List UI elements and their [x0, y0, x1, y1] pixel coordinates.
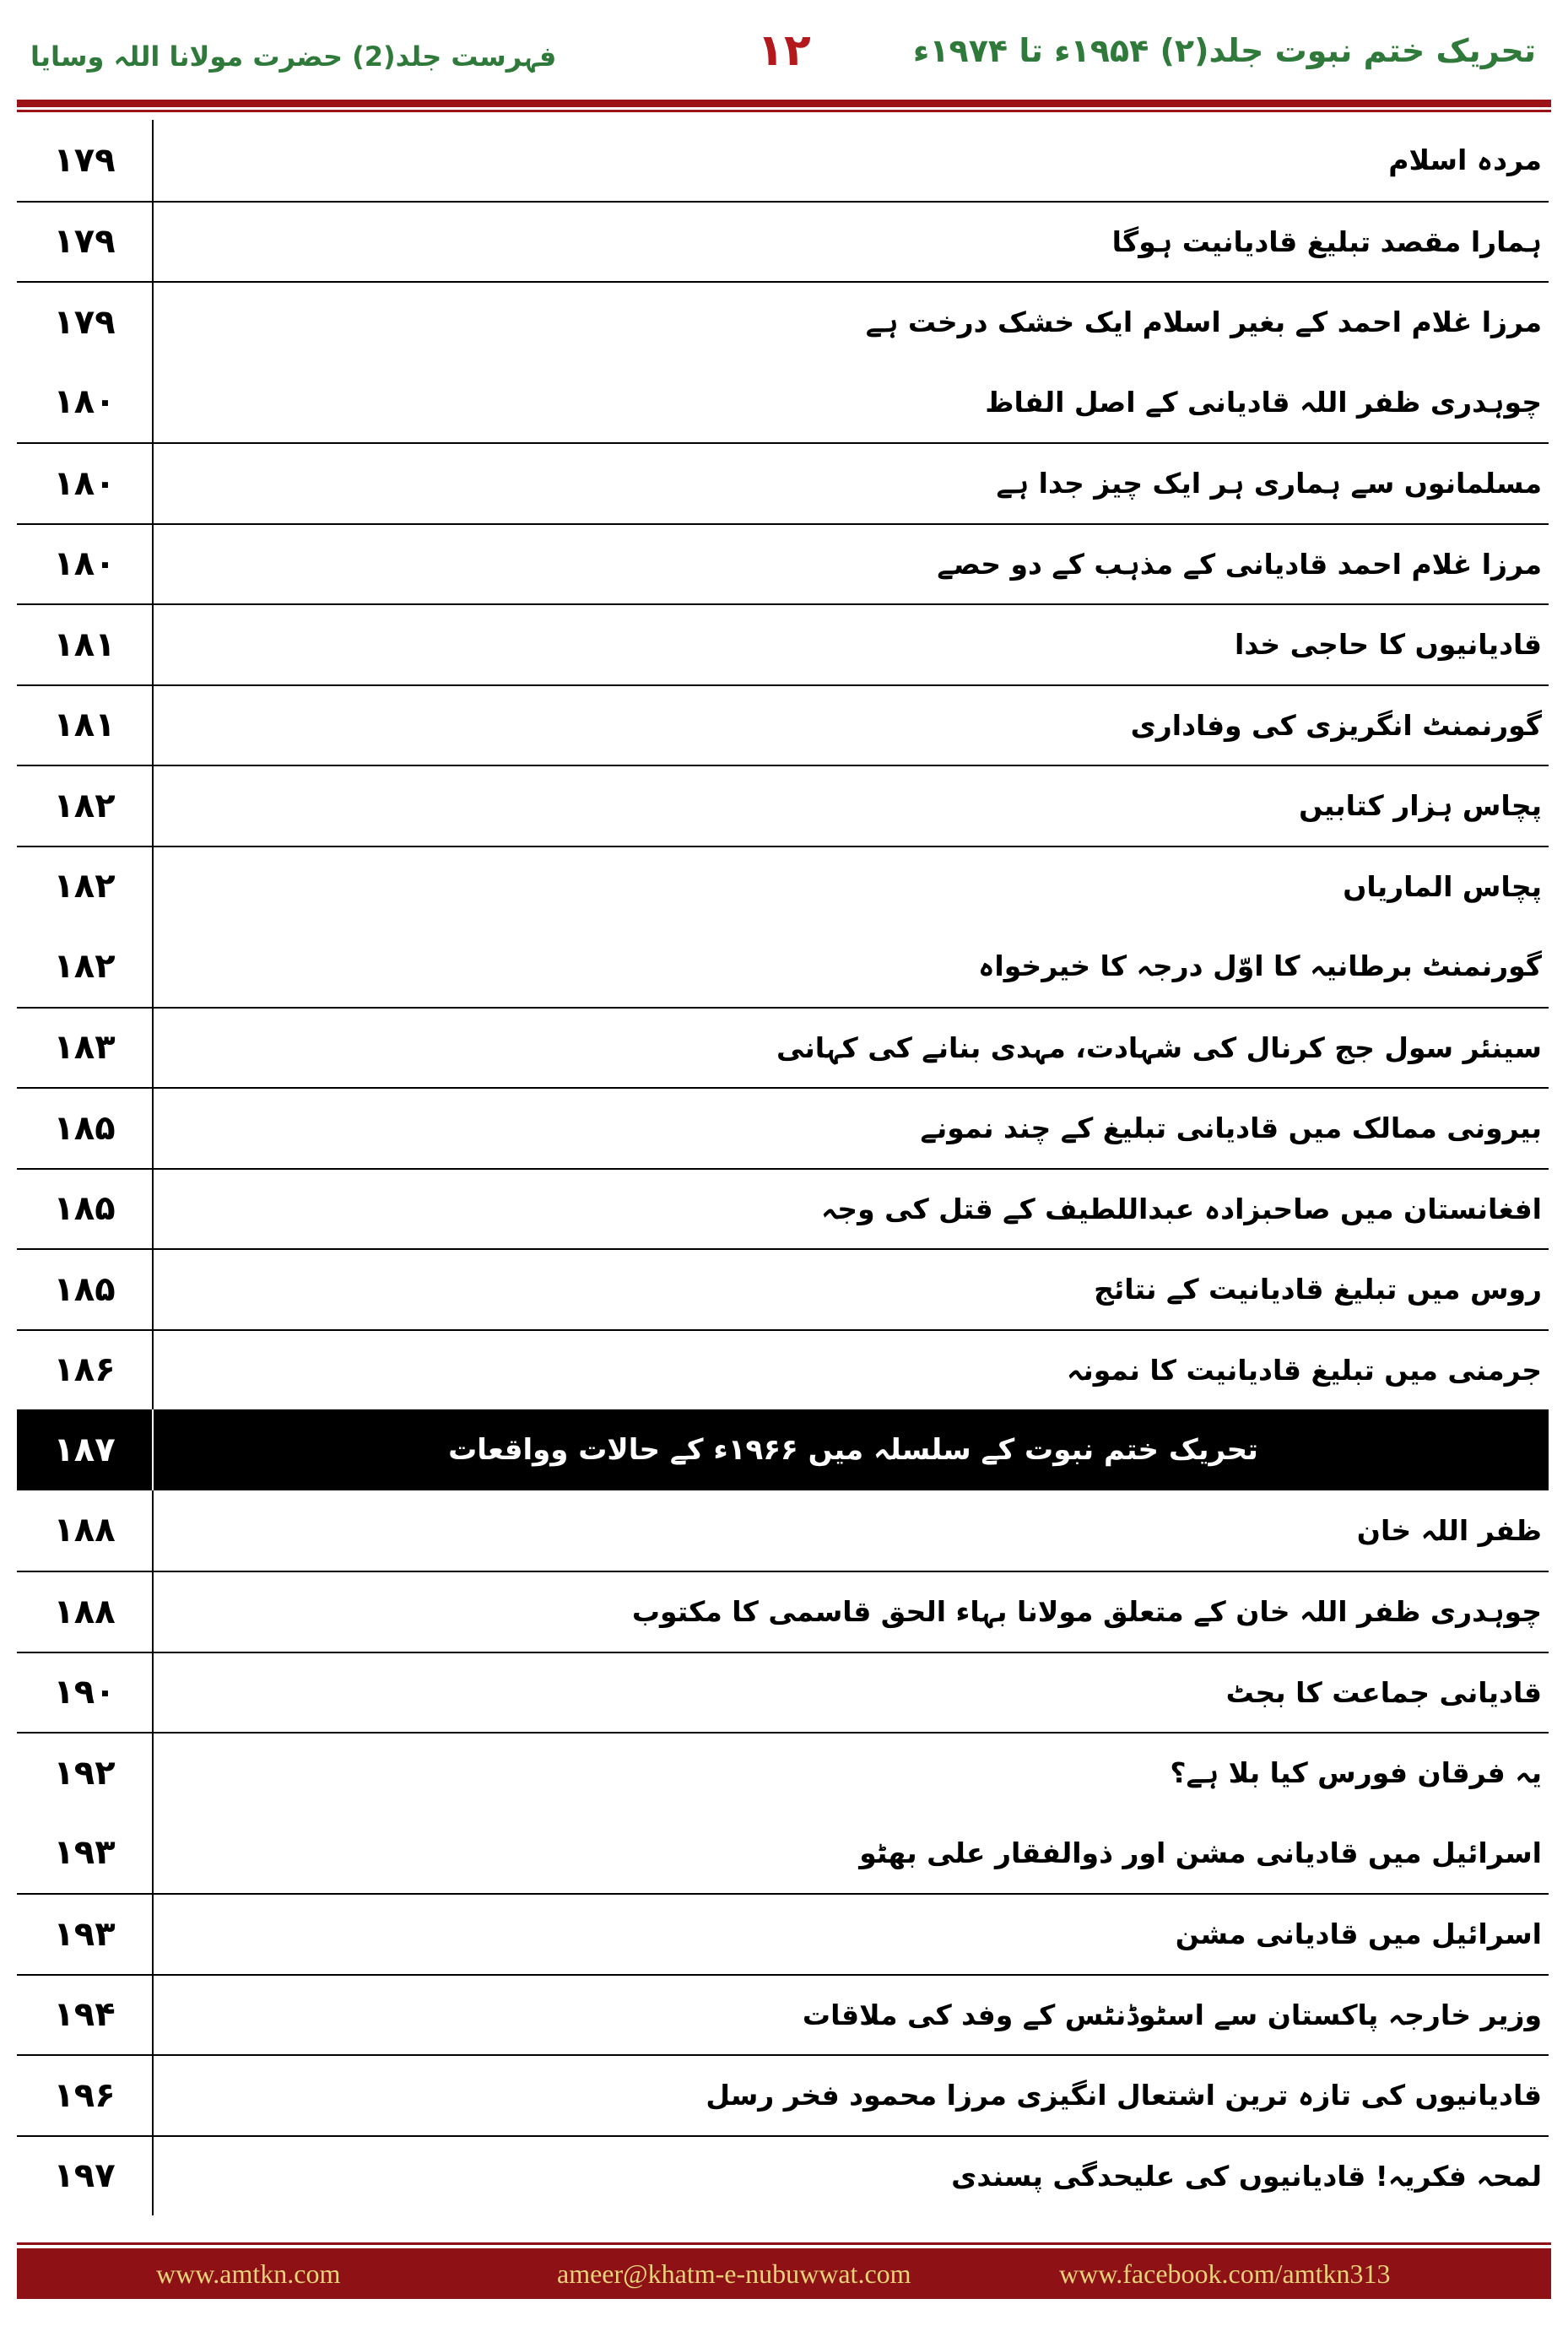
- toc-page-number: ۱۷۹: [53, 140, 116, 180]
- toc-row: [17, 926, 1549, 1007]
- toc-page-number: ۱۸۸: [53, 1511, 116, 1550]
- toc-row: [17, 1571, 1549, 1652]
- toc-row: [17, 1248, 1549, 1329]
- toc-title: افغانستان میں صاحبزادہ عبداللطیف کے قتل کی وجہ: [820, 1192, 1542, 1225]
- toc-title: لمحہ فکریہ! قادیانیوں کی علیحدگی پسندی: [951, 2159, 1542, 2193]
- toc-page-number: ۱۸۸: [53, 1592, 116, 1631]
- website-link[interactable]: www.amtkn.com: [156, 2258, 341, 2289]
- toc-row: [17, 1652, 1549, 1733]
- toc-row: [17, 120, 1549, 201]
- toc-page-number: ۱۸۲: [53, 946, 116, 986]
- toc-title: جرمنی میں تبلیغ قادیانیت کا نمونہ: [1066, 1353, 1542, 1387]
- toc-row: [17, 1087, 1549, 1168]
- toc-page-number: ۱۸۵: [53, 1269, 116, 1309]
- toc-page-number: ۱۸۲: [53, 786, 116, 825]
- section-title: فہرست جلد(2) حضرت مولانا اللہ وسایا: [30, 41, 557, 73]
- book-title: تحریک ختم نبوت جلد(۲) ۱۹۵۴ء تا ۱۹۷۴ء: [912, 32, 1536, 69]
- footer-rule: [17, 2242, 1551, 2245]
- toc-title: مسلمانوں سے ہماری ہر ایک چیز جدا ہے: [996, 467, 1542, 500]
- toc-row: [17, 1007, 1549, 1088]
- toc-row: [17, 1732, 1549, 1813]
- toc-row: [17, 281, 1549, 362]
- toc-row: [17, 2135, 1549, 2216]
- toc-page-number: ۱۹۴: [53, 1995, 116, 2035]
- toc-title: پچاس ہزار کتابیں: [1299, 789, 1542, 823]
- toc-page-number: ۱۸۰: [53, 544, 116, 584]
- toc-title: بیرونی ممالک میں قادیانی تبلیغ کے چند نمونے: [920, 1112, 1542, 1145]
- toc-row: [17, 1168, 1549, 1249]
- toc-page-number: ۱۸۱: [53, 706, 116, 745]
- toc-title: قادیانیوں کا حاجی خدا: [1235, 628, 1542, 662]
- page-header: [0, 0, 1568, 101]
- toc-section-heading-row: [17, 1409, 1549, 1490]
- toc-title: ظفر اللہ خان: [1356, 1513, 1542, 1547]
- toc-row: [17, 201, 1549, 282]
- toc-page-number: ۱۸۲: [53, 867, 116, 906]
- toc-title: قادیانیوں کی تازہ ترین اشتعال انگیزی مرزا محمود فخر رسل: [706, 2079, 1542, 2112]
- toc-row: [17, 442, 1549, 523]
- toc-row: [17, 362, 1549, 443]
- toc-page-number: ۱۹۰: [53, 1673, 116, 1712]
- toc-title: چوہدری ظفر اللہ قادیانی کے اصل الفاظ: [985, 385, 1542, 419]
- toc-title: اسرائیل میں قادیانی مشن اور ذوالفقار علی بھٹو: [859, 1836, 1542, 1869]
- toc-page-number: ۱۸۰: [53, 463, 116, 503]
- toc-section-heading: تحریک ختم نبوت کے سلسلہ میں ۱۹۶۶ء کے حالات وواقعات: [448, 1433, 1258, 1468]
- toc-page-number: ۱۹۶: [53, 2075, 116, 2115]
- toc-title: مرزا غلام احمد کے بغیر اسلام ایک خشک درخت ہے: [865, 306, 1542, 339]
- toc-page-number: ۱۹۷: [53, 2156, 116, 2196]
- toc-title: ہمارا مقصد تبلیغ قادیانیت ہوگا: [1111, 224, 1542, 258]
- toc-row: [17, 603, 1549, 684]
- toc-row: [17, 1329, 1549, 1410]
- toc-page-number: ۱۹۲: [53, 1753, 116, 1793]
- toc-title: گورنمنٹ انگریزی کی وفاداری: [1130, 708, 1542, 742]
- toc-page-number: ۱۸۵: [53, 1189, 116, 1229]
- page-number: ۱۲: [757, 25, 811, 76]
- toc-page-number: ۱۸۵: [53, 1108, 116, 1148]
- toc-title: یہ فرقان فورس کیا بلا ہے؟: [1170, 1756, 1542, 1790]
- toc-title: مردہ اسلام: [1388, 143, 1542, 177]
- toc-row: [17, 523, 1549, 604]
- facebook-link[interactable]: www.facebook.com/amtkn313: [1059, 2258, 1391, 2289]
- toc-row: [17, 1490, 1549, 1571]
- page-footer: [17, 2248, 1551, 2299]
- toc-row: [17, 2054, 1549, 2135]
- toc-title: مرزا غلام احمد قادیانی کے مذہب کے دو حصے: [937, 547, 1542, 581]
- toc-title: وزیر خارجہ پاکستان سے اسٹوڈنٹس کے وفد کی ملاقات: [802, 1998, 1542, 2031]
- toc-title: اسرائیل میں قادیانی مشن: [1175, 1917, 1542, 1951]
- toc-page-number: ۱۸۳: [53, 1028, 116, 1068]
- toc-page-number: ۱۹۳: [53, 1833, 116, 1873]
- header-rule-thin: [17, 110, 1551, 112]
- toc-page-number: ۱۸۷: [53, 1430, 116, 1469]
- toc-row: [17, 1974, 1549, 2055]
- toc-row: [17, 846, 1549, 927]
- email-link[interactable]: ameer@khatm-e-nubuwwat.com: [557, 2258, 911, 2289]
- toc-title: پچاس الماریاں: [1343, 869, 1542, 903]
- toc-page-number: ۱۸۶: [53, 1350, 116, 1390]
- header-rule-thick: [17, 100, 1551, 107]
- toc-page-number: ۱۹۳: [53, 1914, 116, 1954]
- toc-row: [17, 1813, 1549, 1894]
- toc-page-number: ۱۸۰: [53, 382, 116, 422]
- toc-title: روس میں تبلیغ قادیانیت کے نتائج: [1094, 1273, 1542, 1306]
- toc-title: سینئر سول جج کرنال کی شہادت، مہدی بنانے کی کہانی: [776, 1030, 1542, 1064]
- toc-row: [17, 765, 1549, 846]
- toc-title: چوہدری ظفر اللہ خان کے متعلق مولانا بہاء الحق قاسمی کا مکتوب: [631, 1595, 1542, 1629]
- toc-title: قادیانی جماعت کا بجٹ: [1225, 1675, 1542, 1709]
- toc-page-number: ۱۸۱: [53, 625, 116, 664]
- toc-title: گورنمنٹ برطانیہ کا اوّل درجہ کا خیرخواہ: [978, 949, 1542, 983]
- toc-row: [17, 684, 1549, 765]
- toc-page-number: ۱۷۹: [53, 222, 116, 262]
- toc-page-number: ۱۷۹: [53, 302, 116, 342]
- table-of-contents: [17, 120, 1549, 2215]
- toc-row: [17, 1893, 1549, 1974]
